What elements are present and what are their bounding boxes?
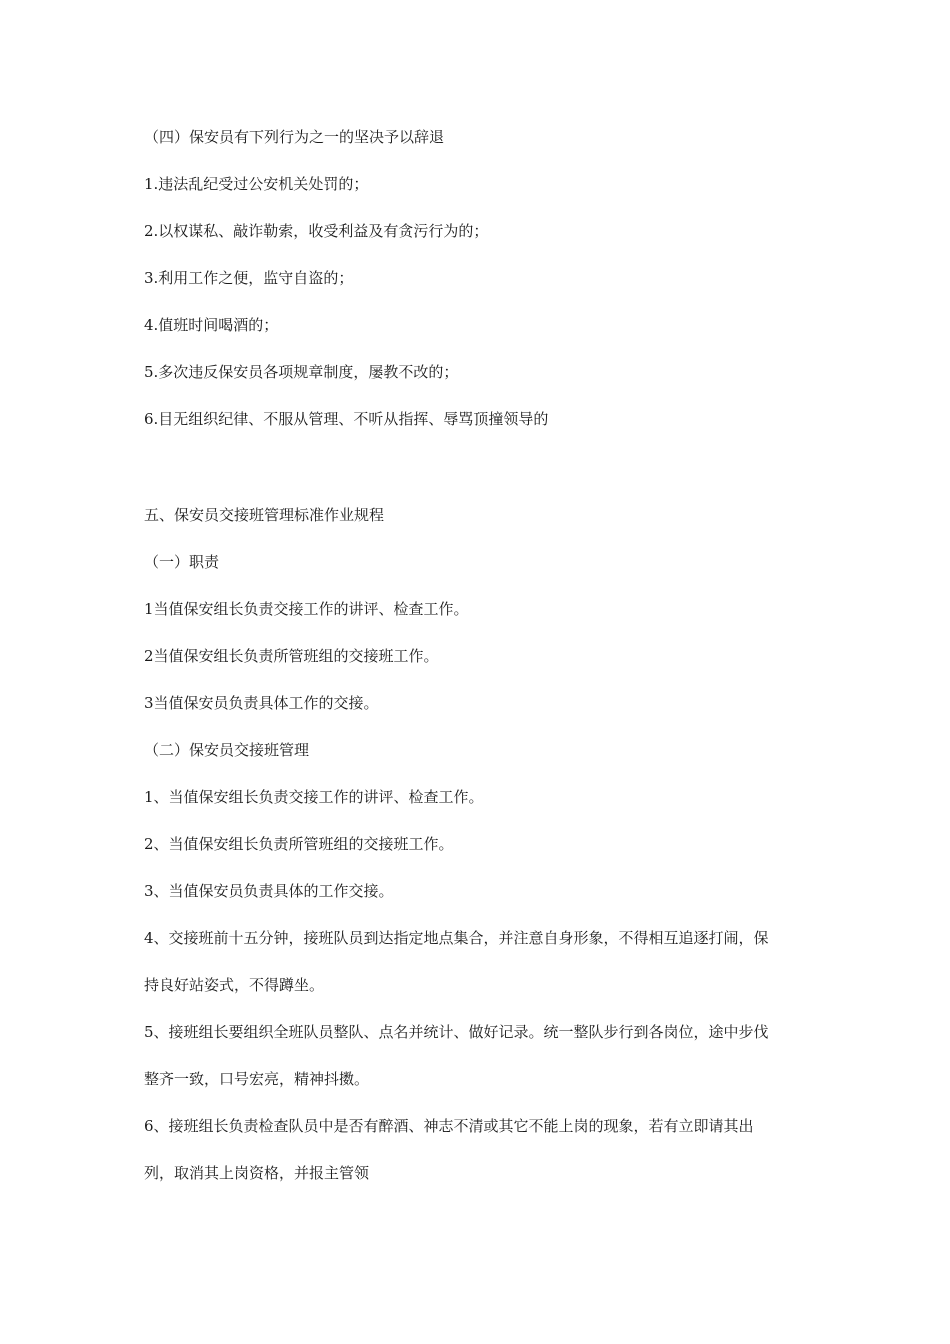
text-line: 2当值保安组长负责所管班组的交接班工作。 [144,647,439,665]
text-line: 1、当值保安组长负责交接工作的讲评、检查工作。 [144,788,484,806]
section-heading-dismissal: （四）保安员有下列行为之一的坚决予以辞退 [144,128,445,146]
chapter-heading-shift-handover: 五、保安员交接班管理标准作业规程 [144,506,385,524]
text-line: 3当值保安员负责具体工作的交接。 [144,694,379,712]
text-line: 4.值班时间喝酒的； [144,316,279,334]
text-line: 4、交接班前十五分钟，接班队员到达指定地点集合，并注意自身形象，不得相互追逐打闹，保 [144,929,769,947]
text-line: 3.利用工作之便，监守自盗的； [144,269,354,287]
text-line: 5、接班组长要组织全班队员整队、点名并统计、做好记录。统一整队步行到各岗位，途中步伐 [144,1023,769,1041]
text-line: 1.违法乱纪受过公安机关处罚的； [144,175,369,193]
text-line: 6、接班组长负责检查队员中是否有醉酒、神志不清或其它不能上岗的现象，若有立即请其出 [144,1117,754,1135]
text-line: 5.多次违反保安员各项规章制度，屡教不改的； [144,363,459,381]
text-line: 1当值保安组长负责交接工作的讲评、检查工作。 [144,600,469,618]
section-heading-handover-management: （二）保安员交接班管理 [144,741,310,759]
text-line: 持良好站姿式，不得蹲坐。 [144,976,325,994]
text-line: 2、当值保安组长负责所管班组的交接班工作。 [144,835,454,853]
text-line: 2.以权谋私、敲诈勒索，收受利益及有贪污行为的； [144,222,489,240]
section-heading-duties: （一）职责 [144,553,220,571]
text-line: 列，取消其上岗资格，并报主管领 [144,1164,370,1182]
text-line: 整齐一致，口号宏亮，精神抖擞。 [144,1070,370,1088]
text-line: 6.目无组织纪律、不服从管理、不听从指挥、辱骂顶撞领导的 [144,410,549,428]
text-line: 3、当值保安员负责具体的工作交接。 [144,882,394,900]
